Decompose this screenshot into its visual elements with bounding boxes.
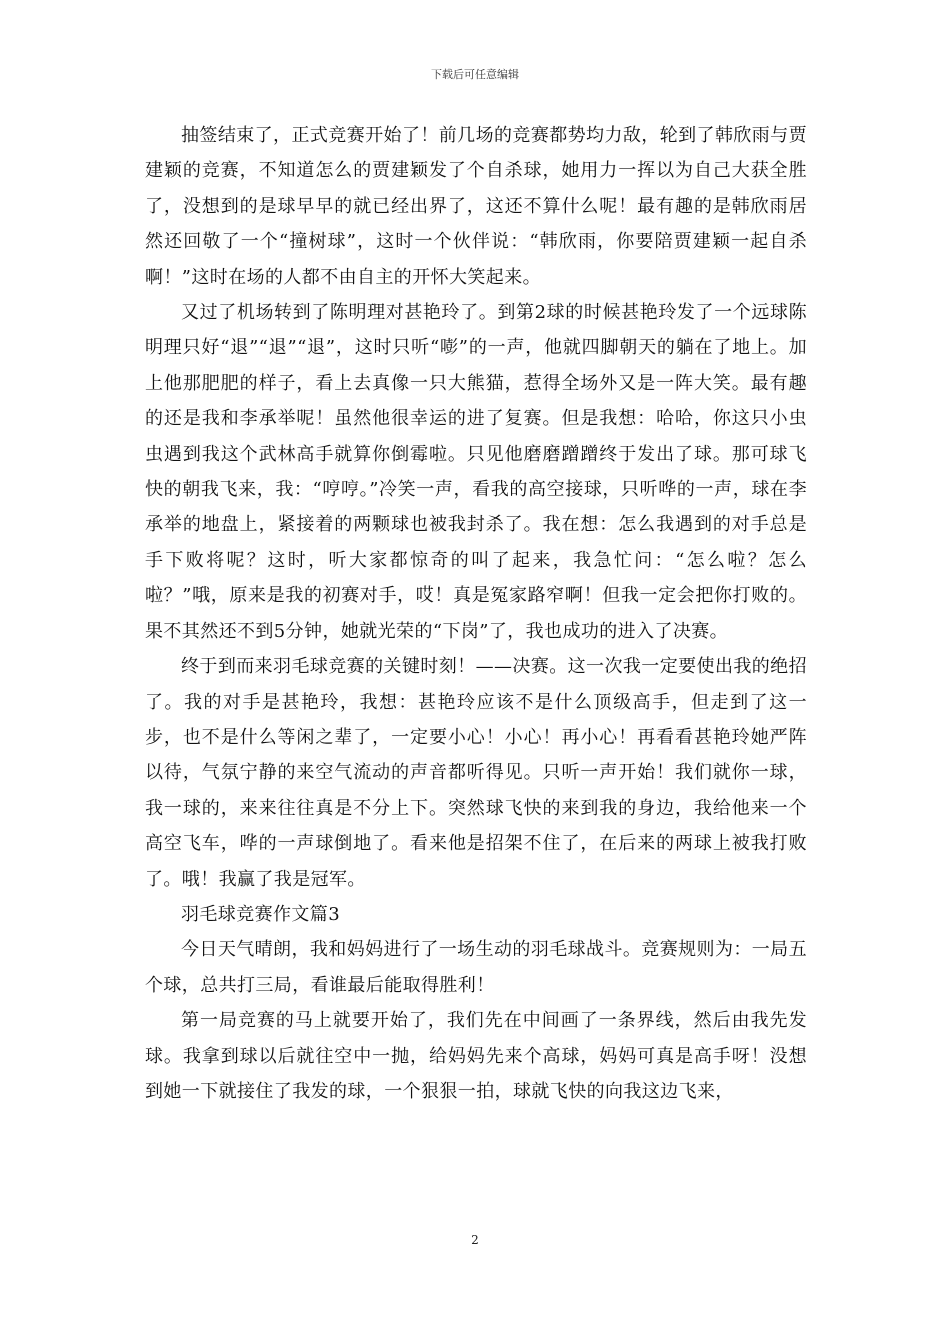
paragraph-semifinal: 又过了机场转到了陈明理对甚艳玲了。到第2球的时候甚艳玲发了一个远球陈明理只好“退”“退”“退”，这时只听“嘭”的一声，他就四脚朝天的躺在了地上。加上他那肥肥的样子，看上去真像一只大熊猫，惹得全场外又是一阵大笑。最有趣的还是我和李承举呢！虽然他很幸运的进了复赛。但是我想：哈哈，你这只小虫虫遇到我这个武林高手就算你倒霉啦。只见他磨磨蹭蹭终于发出了球。那可球飞快的朝我飞来，我：“哼哼。”冷笑一声，看我的高空接球，只听哗的一声，球在李承举的地盘上，紧接着的两颗球也被我封杀了。我在想：怎么我遇到的对手总是手下败将呢？这时，听大家都惊奇的叫了起来，我急忙问：“怎么啦？怎么啦？”哦，原来是我的初赛对手，哎！真是冤家路窄啊！但我一定会把你打败的。果不其然还不到5分钟，她就光荣的“下岗”了，我也成功的进入了决赛。 — [145, 302, 807, 642]
paragraph-draw-ending: 抽签结束了，正式竞赛开始了！前几场的竞赛都势均力敌，轮到了韩欣雨与贾建颖的竞赛，不知道怎么的贾建颖发了个自杀球，她用力一挥以为自己大获全胜了，没想到的是球早早的就已经出界了，这还不算什么呢！最有趣的是韩欣雨居然还回敬了一个“撞树球”，这时一个伙伴说：“韩欣雨，你要陪贾建颖一起自杀啊！”这时在场的人都不由自主的开怀大笑起来。 — [145, 125, 807, 288]
paragraph-weather: 今日天气晴朗，我和妈妈进行了一场生动的羽毛球战斗。竞赛规则为：一局五个球，总共打三局，看谁最后能取得胜利！ — [145, 939, 807, 996]
section-heading: 羽毛球竞赛作文篇3 — [181, 903, 341, 925]
paragraph-first-round: 第一局竞赛的马上就要开始了，我们先在中间画了一条界线，然后由我先发球。我拿到球以后就往空中一抛，给妈妈先来个高球，妈妈可真是高手呀！没想到她一下就接住了我发的球，一个狠狠一拍，球就飞快的向我这边飞来， — [145, 1010, 807, 1102]
document-body — [145, 118, 807, 1109]
page-number: 2 — [471, 1233, 479, 1247]
paragraph-final: 终于到而来羽毛球竞赛的关键时刻！——决赛。这一次我一定要使出我的绝招了。我的对手是甚艳玲，我想：甚艳玲应该不是什么顶级高手，但走到了这一步，也不是什么等闲之辈了，一定要小心！小心！再小心！再看看甚艳玲她严阵以待，气氛宁静的来空气流动的声音都听得见。只听一声开始！我们就你一球，我一球的，来来往往真是不分上下。突然球飞快的来到我的身边，我给他来一个高空飞车，哗的一声球倒地了。看来他是招架不住了，在后来的两球上被我打败了。哦！我赢了我是冠军。 — [145, 656, 807, 890]
page-header: 下载后可任意编辑 — [431, 68, 519, 81]
